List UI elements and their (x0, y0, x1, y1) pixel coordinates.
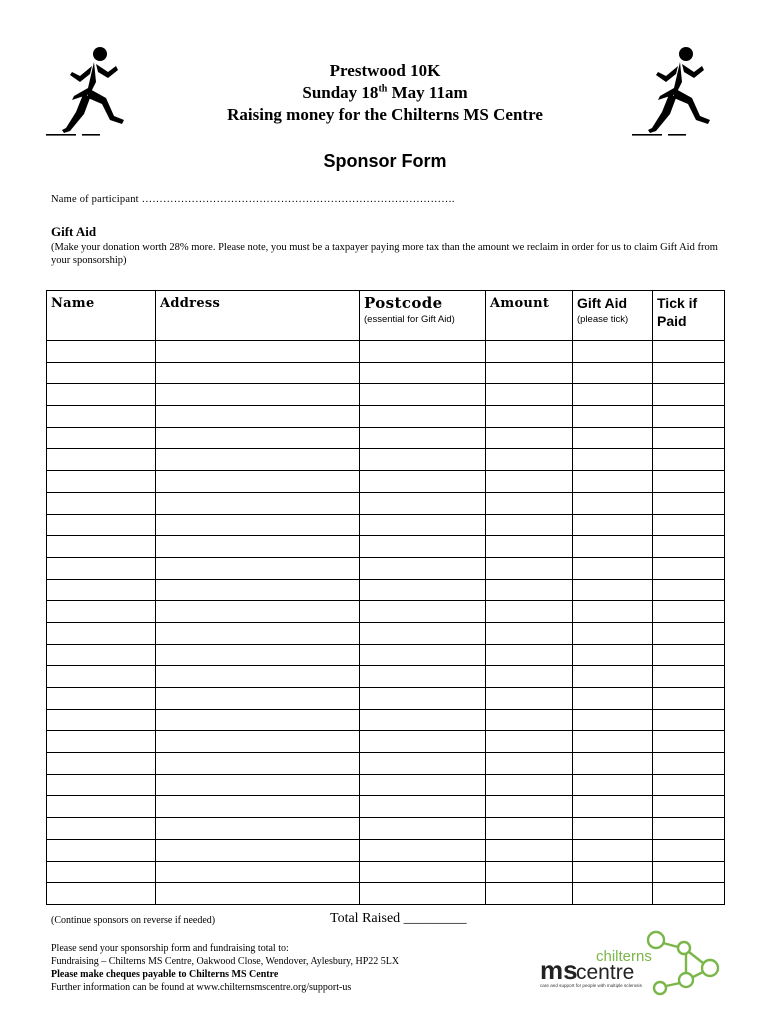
cell-postcode[interactable] (360, 666, 486, 688)
column-header-gift-aid (573, 291, 653, 341)
cell-postcode[interactable] (360, 341, 486, 363)
table-row (47, 579, 725, 601)
cell-name[interactable] (47, 406, 156, 428)
footer-cheque-line: Please make cheques payable to Chilterns MS Centre (51, 969, 279, 980)
cell-tick-paid[interactable] (653, 796, 725, 818)
cell-name[interactable] (47, 362, 156, 384)
event-date-time: May 11am (387, 83, 468, 102)
continue-note: (Continue sponsors on reverse if needed) (51, 915, 216, 926)
cell-postcode[interactable] (360, 622, 486, 644)
cell-postcode[interactable] (360, 536, 486, 558)
cell-postcode[interactable] (360, 774, 486, 796)
cell-postcode[interactable] (360, 427, 486, 449)
table-row (47, 666, 725, 688)
cell-gift-aid[interactable] (573, 818, 653, 840)
cell-amount[interactable] (486, 622, 573, 644)
cell-postcode[interactable] (360, 449, 486, 471)
table-row (47, 774, 725, 796)
cell-postcode[interactable] (360, 601, 486, 623)
table-row (47, 536, 725, 558)
table-row (47, 427, 725, 449)
cell-name[interactable] (47, 557, 156, 579)
cell-gift-aid[interactable] (573, 471, 653, 493)
cell-name[interactable] (47, 709, 156, 731)
cell-amount[interactable] (486, 384, 573, 406)
cell-address[interactable] (156, 536, 360, 558)
footer-send-line: Please send your sponsorship form and fundraising total to: (51, 943, 289, 954)
cell-name[interactable] (47, 753, 156, 775)
event-name: Prestwood 10K (329, 61, 441, 80)
cell-amount[interactable] (486, 579, 573, 601)
cell-amount[interactable] (486, 406, 573, 428)
cell-name[interactable] (47, 839, 156, 861)
cell-name[interactable] (47, 774, 156, 796)
sponsor-table (46, 290, 725, 905)
cell-gift-aid[interactable] (573, 644, 653, 666)
cell-tick-paid[interactable] (653, 471, 725, 493)
table-row (47, 622, 725, 644)
cell-address[interactable] (156, 341, 360, 363)
cell-name[interactable] (47, 644, 156, 666)
cell-tick-paid[interactable] (653, 492, 725, 514)
table-row (47, 471, 725, 493)
cell-name[interactable] (47, 449, 156, 471)
column-header-tick-line2: Paid (657, 313, 687, 329)
footer-website-line: Further information can be found at www.chilternsmscentre.org/support-us (51, 982, 352, 993)
cell-amount[interactable] (486, 666, 573, 688)
gift-aid-text: (Make your donation worth 28% more. Please note, you must be a taxpayer paying more tax than the amount we reclaim in order for us to claim Gift Aid from your sponsorship) (51, 242, 718, 266)
cell-postcode[interactable] (360, 384, 486, 406)
event-date-main: Sunday 18 (302, 83, 379, 102)
cell-postcode[interactable] (360, 688, 486, 710)
cell-address[interactable] (156, 644, 360, 666)
cell-gift-aid[interactable] (573, 492, 653, 514)
cell-amount[interactable] (486, 796, 573, 818)
cell-name[interactable] (47, 471, 156, 493)
cell-postcode[interactable] (360, 406, 486, 428)
cell-amount[interactable] (486, 731, 573, 753)
cell-name[interactable] (47, 514, 156, 536)
cell-address[interactable] (156, 514, 360, 536)
cell-gift-aid[interactable] (573, 406, 653, 428)
cell-address[interactable] (156, 384, 360, 406)
table-row (47, 796, 725, 818)
cell-amount[interactable] (486, 774, 573, 796)
cell-tick-paid[interactable] (653, 709, 725, 731)
form-title: Sponsor Form (323, 151, 447, 171)
table-row (47, 384, 725, 406)
chilterns-ms-centre-logo (536, 928, 726, 1000)
cell-name[interactable] (47, 883, 156, 905)
cell-gift-aid[interactable] (573, 579, 653, 601)
cell-amount[interactable] (486, 644, 573, 666)
cell-address[interactable] (156, 731, 360, 753)
cell-tick-paid[interactable] (653, 731, 725, 753)
cell-gift-aid[interactable] (573, 362, 653, 384)
footer-info (51, 942, 399, 994)
cell-gift-aid[interactable] (573, 731, 653, 753)
cell-postcode[interactable] (360, 514, 486, 536)
cell-address[interactable] (156, 753, 360, 775)
logo-graphic (536, 928, 726, 1000)
cell-tick-paid[interactable] (653, 818, 725, 840)
cell-gift-aid[interactable] (573, 384, 653, 406)
cell-amount[interactable] (486, 709, 573, 731)
cell-amount[interactable] (486, 362, 573, 384)
cell-postcode[interactable] (360, 557, 486, 579)
cell-postcode[interactable] (360, 753, 486, 775)
column-header-amount (486, 291, 573, 341)
cell-gift-aid[interactable] (573, 514, 653, 536)
table-row (47, 861, 725, 883)
cell-gift-aid[interactable] (573, 341, 653, 363)
cell-tick-paid[interactable] (653, 839, 725, 861)
cell-tick-paid[interactable] (653, 753, 725, 775)
sponsor-table-body (47, 341, 725, 905)
table-row (47, 449, 725, 471)
column-header-gift-aid-label: Gift Aid (577, 295, 628, 311)
column-header-gift-aid-note: (please tick) (577, 314, 629, 325)
cell-tick-paid[interactable] (653, 622, 725, 644)
column-header-postcode (360, 291, 486, 341)
cell-tick-paid[interactable] (653, 384, 725, 406)
cell-gift-aid[interactable] (573, 883, 653, 905)
cell-tick-paid[interactable] (653, 536, 725, 558)
cell-name[interactable] (47, 384, 156, 406)
cell-amount[interactable] (486, 839, 573, 861)
cell-postcode[interactable] (360, 731, 486, 753)
cell-address[interactable] (156, 471, 360, 493)
cell-gift-aid[interactable] (573, 796, 653, 818)
cell-tick-paid[interactable] (653, 514, 725, 536)
table-row (47, 839, 725, 861)
cell-address[interactable] (156, 883, 360, 905)
cell-tick-paid[interactable] (653, 883, 725, 905)
cell-amount[interactable] (486, 861, 573, 883)
column-header-address (156, 291, 360, 341)
cell-tick-paid[interactable] (653, 861, 725, 883)
cell-postcode[interactable] (360, 818, 486, 840)
cell-address[interactable] (156, 818, 360, 840)
cell-amount[interactable] (486, 601, 573, 623)
cell-name[interactable] (47, 579, 156, 601)
cell-name[interactable] (47, 601, 156, 623)
table-row (47, 709, 725, 731)
cell-name[interactable] (47, 427, 156, 449)
cell-gift-aid[interactable] (573, 449, 653, 471)
cell-gift-aid[interactable] (573, 536, 653, 558)
cell-gift-aid[interactable] (573, 839, 653, 861)
cell-tick-paid[interactable] (653, 688, 725, 710)
cell-gift-aid[interactable] (573, 666, 653, 688)
column-header-address-label: Address (160, 296, 221, 311)
cell-name[interactable] (47, 796, 156, 818)
cell-name[interactable] (47, 731, 156, 753)
cell-address[interactable] (156, 839, 360, 861)
table-row (47, 362, 725, 384)
cell-postcode[interactable] (360, 471, 486, 493)
cell-address[interactable] (156, 406, 360, 428)
table-row (47, 557, 725, 579)
cell-address[interactable] (156, 688, 360, 710)
footer-address-line: Fundraising – Chilterns MS Centre, Oakwood Close, Wendover, Aylesbury, HP22 5LX (51, 956, 400, 967)
column-header-name (47, 291, 156, 341)
logo-ms-text: ms (540, 955, 578, 985)
cell-address[interactable] (156, 579, 360, 601)
cell-amount[interactable] (486, 536, 573, 558)
column-header-name-label: Name (51, 296, 95, 311)
participant-name-field[interactable]: Name of participant ……………………………………………………………………………. (51, 194, 455, 205)
cell-tick-paid[interactable] (653, 666, 725, 688)
cell-address[interactable] (156, 427, 360, 449)
table-row (47, 753, 725, 775)
logo-tagline: care and support for people with multiple sclerosis (540, 983, 642, 988)
cell-address[interactable] (156, 362, 360, 384)
cell-amount[interactable] (486, 818, 573, 840)
table-row (47, 688, 725, 710)
cell-amount[interactable] (486, 427, 573, 449)
cell-name[interactable] (47, 536, 156, 558)
cell-postcode[interactable] (360, 644, 486, 666)
cell-gift-aid[interactable] (573, 622, 653, 644)
column-header-postcode-note: (essential for Gift Aid) (364, 314, 455, 325)
cell-amount[interactable] (486, 492, 573, 514)
cell-gift-aid[interactable] (573, 753, 653, 775)
cell-amount[interactable] (486, 514, 573, 536)
event-date-suffix: th (378, 83, 388, 95)
cell-address[interactable] (156, 861, 360, 883)
logo-chilterns-text: chilterns (596, 948, 652, 965)
cell-amount[interactable] (486, 449, 573, 471)
cell-tick-paid[interactable] (653, 406, 725, 428)
cell-gift-aid[interactable] (573, 601, 653, 623)
cell-postcode[interactable] (360, 492, 486, 514)
cell-amount[interactable] (486, 688, 573, 710)
table-row (47, 731, 725, 753)
column-header-tick-paid (653, 291, 725, 341)
cell-address[interactable] (156, 449, 360, 471)
column-header-amount-label: Amount (490, 296, 550, 311)
cell-name[interactable] (47, 492, 156, 514)
cell-tick-paid[interactable] (653, 427, 725, 449)
cell-name[interactable] (47, 622, 156, 644)
cell-tick-paid[interactable] (653, 579, 725, 601)
cell-postcode[interactable] (360, 579, 486, 601)
table-row (47, 514, 725, 536)
cell-postcode[interactable] (360, 839, 486, 861)
cell-name[interactable] (47, 818, 156, 840)
cell-address[interactable] (156, 557, 360, 579)
cell-address[interactable] (156, 601, 360, 623)
event-date (0, 82, 770, 104)
cell-tick-paid[interactable] (653, 341, 725, 363)
cell-postcode[interactable] (360, 362, 486, 384)
cell-name[interactable] (47, 341, 156, 363)
event-title-block (0, 60, 770, 126)
cell-amount[interactable] (486, 753, 573, 775)
cell-amount[interactable] (486, 557, 573, 579)
cell-postcode[interactable] (360, 796, 486, 818)
column-header-tick-line1: Tick if (657, 295, 698, 311)
table-row (47, 818, 725, 840)
logo-centre-text: centre (576, 961, 635, 984)
cell-postcode[interactable] (360, 709, 486, 731)
cell-address[interactable] (156, 774, 360, 796)
cell-postcode[interactable] (360, 883, 486, 905)
cell-amount[interactable] (486, 883, 573, 905)
table-row (47, 341, 725, 363)
event-cause: Raising money for the Chilterns MS Centre (227, 105, 543, 124)
cell-address[interactable] (156, 666, 360, 688)
total-raised-field[interactable]: Total Raised _________ (330, 911, 467, 926)
cell-amount[interactable] (486, 341, 573, 363)
cell-address[interactable] (156, 622, 360, 644)
cell-gift-aid[interactable] (573, 774, 653, 796)
cell-gift-aid[interactable] (573, 861, 653, 883)
cell-address[interactable] (156, 709, 360, 731)
cell-name[interactable] (47, 861, 156, 883)
cell-tick-paid[interactable] (653, 449, 725, 471)
table-header-row (47, 291, 725, 341)
cell-address[interactable] (156, 492, 360, 514)
cell-postcode[interactable] (360, 861, 486, 883)
cell-tick-paid[interactable] (653, 362, 725, 384)
cell-amount[interactable] (486, 471, 573, 493)
cell-gift-aid[interactable] (573, 557, 653, 579)
column-header-postcode-label: Postcode (364, 294, 443, 312)
cell-name[interactable] (47, 666, 156, 688)
table-row (47, 883, 725, 905)
cell-tick-paid[interactable] (653, 774, 725, 796)
cell-gift-aid[interactable] (573, 427, 653, 449)
cell-name[interactable] (47, 688, 156, 710)
cell-gift-aid[interactable] (573, 709, 653, 731)
cell-gift-aid[interactable] (573, 688, 653, 710)
gift-aid-title: Gift Aid (51, 224, 97, 239)
cell-address[interactable] (156, 796, 360, 818)
table-row (47, 601, 725, 623)
table-row (47, 644, 725, 666)
cell-tick-paid[interactable] (653, 601, 725, 623)
table-row (47, 492, 725, 514)
table-row (47, 406, 725, 428)
cell-tick-paid[interactable] (653, 557, 725, 579)
cell-tick-paid[interactable] (653, 644, 725, 666)
